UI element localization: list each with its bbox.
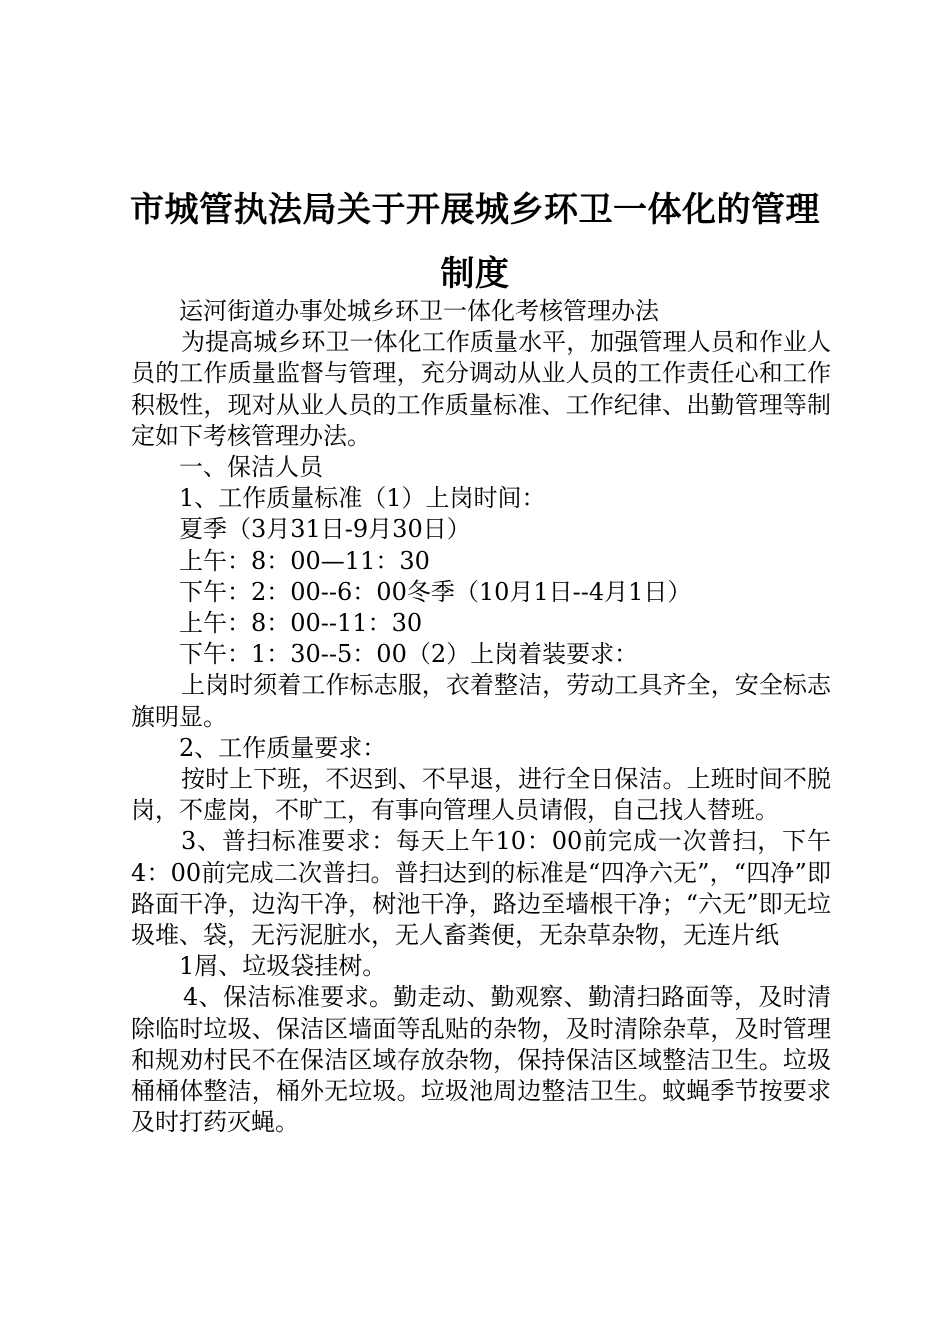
summer-morning-hours: 上午：8：00—11：30 <box>179 546 430 575</box>
work-quality-standard-heading: 1、工作质量标准（1）上岗时间： <box>179 484 546 513</box>
sweeping-standard-continuation: 1屑、垃圾袋挂树。 <box>179 952 387 981</box>
cleaning-standard-paragraph: 4、保洁标准要求。勤走动、勤观察、勤清扫路面等，及时清除临时垃圾、保洁区墙面等乱贴的杂物，及时清除杂草，及时管理和规劝村民不在保洁区域存放杂物，保持保洁区域整洁卫生。垃圾桶桶体整洁，桶外无垃圾。垃圾池周边整洁卫生。蚊蝇季节按要求及时打药灭蝇。 <box>131 983 831 1137</box>
work-quality-requirement-heading: 2、工作质量要求： <box>179 733 387 762</box>
attendance-paragraph: 按时上下班，不迟到、不早退，进行全日保洁。上班时间不脱岗，不虚岗，不旷工，有事向管理人员请假，自己找人替班。 <box>131 765 831 825</box>
summer-afternoon-winter-line: 下午：2：00--6：00冬季（10月1日--4月1日） <box>179 577 692 606</box>
summer-period-line: 夏季（3月31日-9月30日） <box>179 515 471 544</box>
document-body <box>131 296 831 1138</box>
section-heading-cleaners: 一、保洁人员 <box>179 453 323 482</box>
sweeping-standard-paragraph: 3、普扫标准要求：每天上午10：00前完成一次普扫，下午4：00前完成二次普扫。普扫达到的标准是“四净六无”，“四净”即路面干净，边沟干净，树池干净，路边至墙根干净；“六无”即无垃圾堆、袋，无污泥脏水，无人畜粪便，无杂草杂物，无连片纸 <box>131 827 831 950</box>
intro-paragraph: 为提高城乡环卫一体化工作质量水平，加强管理人员和作业人员的工作质量监督与管理，充分调动从业人员的工作责任心和工作积极性，现对从业人员的工作质量标准、工作纪律、出勤管理等制定如下考核管理办法。 <box>131 328 831 450</box>
subtitle-paragraph: 运河街道办事处城乡环卫一体化考核管理办法 <box>179 297 659 325</box>
winter-afternoon-uniform-line: 下午：1：30--5：00（2）上岗着装要求： <box>179 640 639 669</box>
winter-morning-hours: 上午：8：00--11：30 <box>179 609 423 638</box>
document-title: 市城管执法局关于开展城乡环卫一体化的管理制度 <box>130 190 820 294</box>
uniform-requirement-paragraph: 上岗时须着工作标志服，衣着整洁，劳动工具齐全，安全标志旗明显。 <box>131 671 831 731</box>
